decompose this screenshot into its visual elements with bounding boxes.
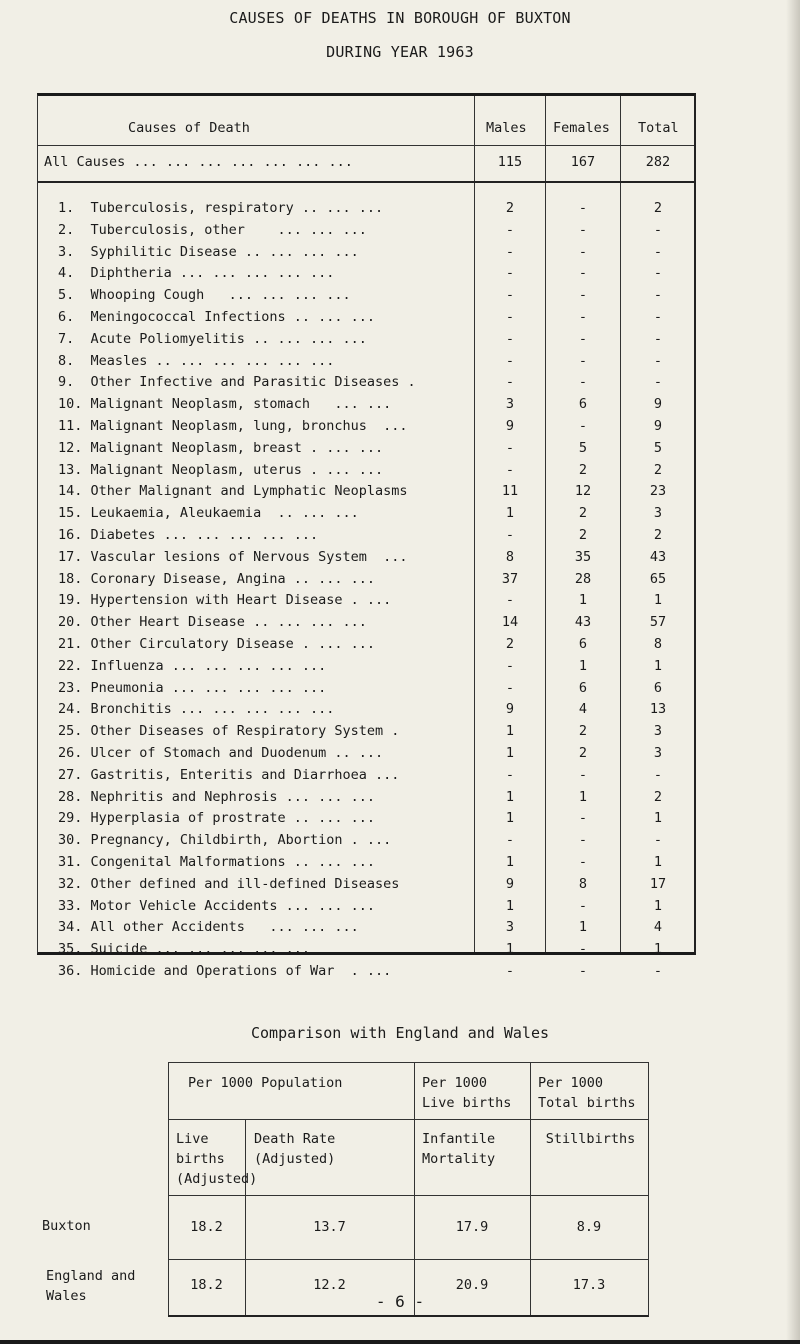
- males-count: 11: [501, 483, 519, 500]
- total-count: -: [653, 265, 663, 282]
- cause-label: 28. Nephritis and Nephrosis ... ... ...: [58, 788, 375, 805]
- header-total: Total: [638, 120, 679, 136]
- total-count: -: [653, 352, 663, 369]
- cause-label: 3. Syphilitic Disease .. ... ... ...: [58, 243, 359, 260]
- males-count: 9: [505, 701, 515, 718]
- cause-label: 17. Vascular lesions of Nervous System ...: [58, 548, 408, 565]
- table-row: [38, 592, 694, 614]
- females-count: -: [578, 243, 588, 260]
- table-row: [38, 527, 694, 549]
- females-count: 2: [578, 745, 588, 761]
- males-count: -: [505, 461, 515, 478]
- cause-label: 13. Malignant Neoplasm, uterus . ... ...: [58, 461, 384, 478]
- females-count: -: [578, 854, 588, 870]
- males-count: -: [505, 330, 515, 347]
- header-males: Males: [486, 120, 527, 136]
- females-count: 28: [574, 570, 592, 587]
- cause-label: 36. Homicide and Operations of War . ...: [58, 963, 392, 979]
- header-divider: [38, 145, 694, 146]
- cause-label: 14. Other Malignant and Lymphatic Neoplasms: [58, 483, 408, 500]
- table-row: [38, 462, 694, 484]
- total-count: 1: [653, 854, 663, 870]
- cause-label: 32. Other defined and ill-defined Diseases: [58, 875, 400, 892]
- cause-label: 18. Coronary Disease, Angina .. ... ...: [58, 570, 375, 587]
- table-row: [38, 723, 694, 745]
- males-count: -: [505, 679, 515, 696]
- males-count: -: [505, 352, 515, 369]
- females-count: -: [578, 963, 588, 979]
- page-number: - 6 -: [375, 1292, 425, 1311]
- cause-label: 23. Pneumonia ... ... ... ... ...: [58, 679, 327, 696]
- total-count: -: [653, 309, 663, 325]
- females-count: -: [578, 766, 588, 783]
- cause-label: 7. Acute Poliomyelitis .. ... ... ...: [58, 330, 367, 347]
- females-count: 4: [578, 701, 588, 718]
- males-count: -: [505, 439, 515, 456]
- males-count: -: [505, 265, 515, 282]
- causes-of-death-table: [37, 93, 696, 979]
- comparison-title: Comparison with England and Wales: [250, 1024, 549, 1042]
- males-count: -: [505, 287, 515, 304]
- total-count: 1: [653, 941, 663, 958]
- females-count: -: [578, 418, 588, 434]
- ew-live-births: 18.2: [190, 1277, 223, 1293]
- total-count: 43: [649, 548, 667, 565]
- cause-label: 2. Tuberculosis, other ... ... ...: [58, 221, 367, 238]
- cause-label: 1. Tuberculosis, respiratory .. ... ...: [58, 200, 384, 216]
- table-row: [38, 505, 694, 527]
- buxton-infantile: 17.9: [455, 1219, 489, 1235]
- total-count: 1: [653, 897, 663, 914]
- table-row: [38, 331, 694, 353]
- females-count: 43: [574, 614, 592, 631]
- table-row: [38, 701, 694, 723]
- males-count: -: [505, 963, 515, 979]
- table-row: [38, 614, 694, 636]
- row-divider: [168, 1119, 648, 1120]
- table-row: [38, 309, 694, 331]
- males-count: 1: [505, 745, 515, 761]
- total-count: -: [653, 963, 663, 979]
- table-row: [38, 287, 694, 309]
- cause-label: 9. Other Infective and Parasitic Diseases .: [58, 374, 416, 391]
- table-row: [38, 941, 694, 963]
- females-count: -: [578, 287, 588, 304]
- cause-label: 20. Other Heart Disease .. ... ... ...: [58, 614, 367, 631]
- females-count: 1: [578, 788, 588, 805]
- group-per-1000-total-births: Per 1000 Total births: [538, 1075, 636, 1111]
- cause-label: 6. Meningococcal Infections .. ... ...: [58, 309, 375, 325]
- males-count: -: [505, 527, 515, 543]
- males-count: 37: [501, 570, 519, 587]
- col-live-births: Live births (Adjusted): [176, 1131, 258, 1187]
- total-count: -: [653, 766, 663, 783]
- cause-label: 8. Measles .. ... ... ... ... ...: [58, 352, 335, 369]
- females-count: 2: [578, 505, 588, 522]
- table-row: [38, 876, 694, 898]
- males-count: 1: [505, 854, 515, 870]
- row-divider: [168, 1259, 648, 1260]
- table-row: [38, 658, 694, 680]
- males-count: 1: [505, 941, 515, 958]
- females-count: 5: [578, 439, 588, 456]
- table-row: [38, 549, 694, 571]
- males-count: -: [505, 592, 515, 609]
- females-count: 1: [578, 657, 588, 674]
- females-count: -: [578, 352, 588, 369]
- table-row: [38, 418, 694, 440]
- table-row: [38, 353, 694, 375]
- total-count: -: [653, 374, 663, 391]
- cause-label: 24. Bronchitis ... ... ... ... ...: [58, 701, 335, 718]
- cause-label: 22. Influenza ... ... ... ... ...: [58, 657, 327, 674]
- col-death-rate: Death Rate (Adjusted): [254, 1131, 336, 1167]
- table-row: [38, 963, 694, 985]
- all-causes-females: 167: [570, 154, 596, 170]
- row-divider: [168, 1195, 648, 1196]
- table-row: [38, 854, 694, 876]
- col-infantile-mortality: Infantile Mortality: [422, 1131, 496, 1167]
- page-edge-shadow: [786, 0, 800, 1344]
- males-count: 1: [505, 810, 515, 827]
- females-count: -: [578, 897, 588, 914]
- females-count: -: [578, 941, 588, 958]
- table-row: [38, 680, 694, 702]
- females-count: 8: [578, 875, 588, 892]
- males-count: 8: [505, 548, 515, 565]
- all-causes-total: 282: [645, 154, 671, 170]
- females-count: -: [578, 265, 588, 282]
- total-count: 1: [653, 592, 663, 609]
- cause-label: 35. Suicide ... ... ... ... ...: [58, 941, 310, 958]
- table-row: [38, 440, 694, 462]
- total-count: -: [653, 832, 663, 849]
- females-count: 6: [578, 679, 588, 696]
- males-count: -: [505, 309, 515, 325]
- females-count: 2: [578, 461, 588, 478]
- ew-infantile: 20.9: [455, 1277, 489, 1293]
- table-row: [38, 898, 694, 920]
- buxton-stillbirths: 8.9: [576, 1219, 602, 1235]
- males-count: 1: [505, 788, 515, 805]
- all-causes-divider: [38, 181, 694, 183]
- header-females: Females: [553, 120, 610, 136]
- all-causes-males: 115: [497, 154, 523, 170]
- comparison-table: [168, 1062, 649, 1317]
- males-count: 2: [505, 200, 515, 216]
- females-count: 35: [574, 548, 592, 565]
- females-count: -: [578, 330, 588, 347]
- table-row: [38, 789, 694, 811]
- females-count: 12: [574, 483, 592, 500]
- females-count: -: [578, 221, 588, 238]
- cause-label: 30. Pregnancy, Childbirth, Abortion . ...: [58, 832, 392, 849]
- females-count: -: [578, 810, 588, 827]
- males-count: 1: [505, 505, 515, 522]
- total-count: 3: [653, 723, 663, 740]
- col-stillbirths: Stillbirths: [545, 1131, 636, 1147]
- males-count: 2: [505, 636, 515, 652]
- row-label-england-wales: England and Wales: [46, 1268, 136, 1304]
- cause-label: 34. All other Accidents ... ... ...: [58, 919, 359, 936]
- cause-label: 25. Other Diseases of Respiratory System .: [58, 723, 400, 740]
- table-row: [38, 374, 694, 396]
- cause-label: 16. Diabetes ... ... ... ... ...: [58, 527, 319, 543]
- males-count: 3: [505, 396, 515, 413]
- females-count: 1: [578, 919, 588, 936]
- table-row: [38, 919, 694, 941]
- males-count: 14: [501, 614, 519, 631]
- table-row: [38, 222, 694, 244]
- total-count: 2: [653, 200, 663, 216]
- females-count: -: [578, 200, 588, 216]
- males-count: -: [505, 657, 515, 674]
- table-row: [38, 571, 694, 593]
- males-count: -: [505, 374, 515, 391]
- total-count: -: [653, 221, 663, 238]
- males-count: 3: [505, 919, 515, 936]
- males-count: 1: [505, 723, 515, 740]
- table-row: [38, 244, 694, 266]
- total-count: 2: [653, 527, 663, 543]
- total-count: 4: [653, 919, 663, 936]
- group-per-1000-population: Per 1000 Population: [188, 1075, 343, 1091]
- row-label-buxton: Buxton: [42, 1218, 91, 1234]
- total-count: 8: [653, 636, 663, 652]
- buxton-death-rate: 13.7: [313, 1219, 346, 1235]
- buxton-live-births: 18.2: [190, 1219, 223, 1235]
- total-count: 9: [653, 396, 663, 413]
- cause-label: 21. Other Circulatory Disease . ... ...: [58, 636, 375, 652]
- total-count: -: [653, 330, 663, 347]
- cause-label: 31. Congenital Malformations .. ... ...: [58, 854, 375, 870]
- group-per-1000-live-births: Per 1000 Live births: [422, 1075, 512, 1111]
- females-count: 6: [578, 396, 588, 413]
- females-count: 2: [578, 723, 588, 740]
- cause-label: 12. Malignant Neoplasm, breast . ... ...: [58, 439, 384, 456]
- total-count: 13: [649, 701, 667, 718]
- cause-label: 29. Hyperplasia of prostrate .. ... ...: [58, 810, 375, 827]
- scan-bottom-bar: [0, 1340, 800, 1344]
- males-count: -: [505, 832, 515, 849]
- total-count: 65: [649, 570, 667, 587]
- males-count: -: [505, 766, 515, 783]
- males-count: 9: [505, 418, 515, 434]
- total-count: 17: [649, 875, 667, 892]
- total-count: 5: [653, 439, 663, 456]
- cause-label: 27. Gastritis, Enteritis and Diarrhoea ...: [58, 766, 400, 783]
- table-row: [38, 483, 694, 505]
- cause-label: 4. Diphtheria ... ... ... ... ...: [58, 265, 335, 282]
- total-count: 57: [649, 614, 667, 631]
- table-row: [38, 810, 694, 832]
- cause-label: 26. Ulcer of Stomach and Duodenum .. ...: [58, 745, 384, 761]
- table-row: [38, 200, 694, 222]
- males-count: 1: [505, 897, 515, 914]
- total-count: 2: [653, 788, 663, 805]
- total-count: 6: [653, 679, 663, 696]
- total-count: 3: [653, 505, 663, 522]
- document-title: CAUSES OF DEATHS IN BOROUGH OF BUXTON: [229, 9, 571, 27]
- ew-death-rate: 12.2: [313, 1277, 346, 1293]
- header-causes: Causes of Death: [128, 120, 250, 136]
- total-count: 2: [653, 461, 663, 478]
- total-count: -: [653, 287, 663, 304]
- cause-label: 19. Hypertension with Heart Disease . ...: [58, 592, 392, 609]
- males-count: -: [505, 221, 515, 238]
- ew-stillbirths: 17.3: [572, 1277, 606, 1293]
- total-count: 23: [649, 483, 667, 500]
- total-count: 1: [653, 810, 663, 827]
- total-count: 1: [653, 657, 663, 674]
- males-count: -: [505, 243, 515, 260]
- cause-label: 5. Whooping Cough ... ... ... ...: [58, 287, 351, 304]
- document-subtitle: DURING YEAR 1963: [326, 43, 474, 61]
- males-count: 9: [505, 875, 515, 892]
- table-row: [38, 745, 694, 767]
- table-row: [38, 636, 694, 658]
- cause-label: 10. Malignant Neoplasm, stomach ... ...: [58, 396, 392, 413]
- cause-label: 15. Leukaemia, Aleukaemia .. ... ...: [58, 505, 359, 522]
- table-row: [38, 396, 694, 418]
- females-count: 1: [578, 592, 588, 609]
- table-row: [38, 265, 694, 287]
- table-row: [38, 832, 694, 854]
- all-causes-label: All Causes ... ... ... ... ... ... ...: [44, 154, 353, 170]
- females-count: 2: [578, 527, 588, 543]
- females-count: -: [578, 374, 588, 391]
- females-count: -: [578, 832, 588, 849]
- females-count: 6: [578, 636, 588, 652]
- cause-label: 11. Malignant Neoplasm, lung, bronchus ...: [58, 418, 408, 434]
- total-count: -: [653, 243, 663, 260]
- females-count: -: [578, 309, 588, 325]
- total-count: 9: [653, 418, 663, 434]
- cause-label: 33. Motor Vehicle Accidents ... ... ...: [58, 897, 375, 914]
- table-row: [38, 767, 694, 789]
- total-count: 3: [653, 745, 663, 761]
